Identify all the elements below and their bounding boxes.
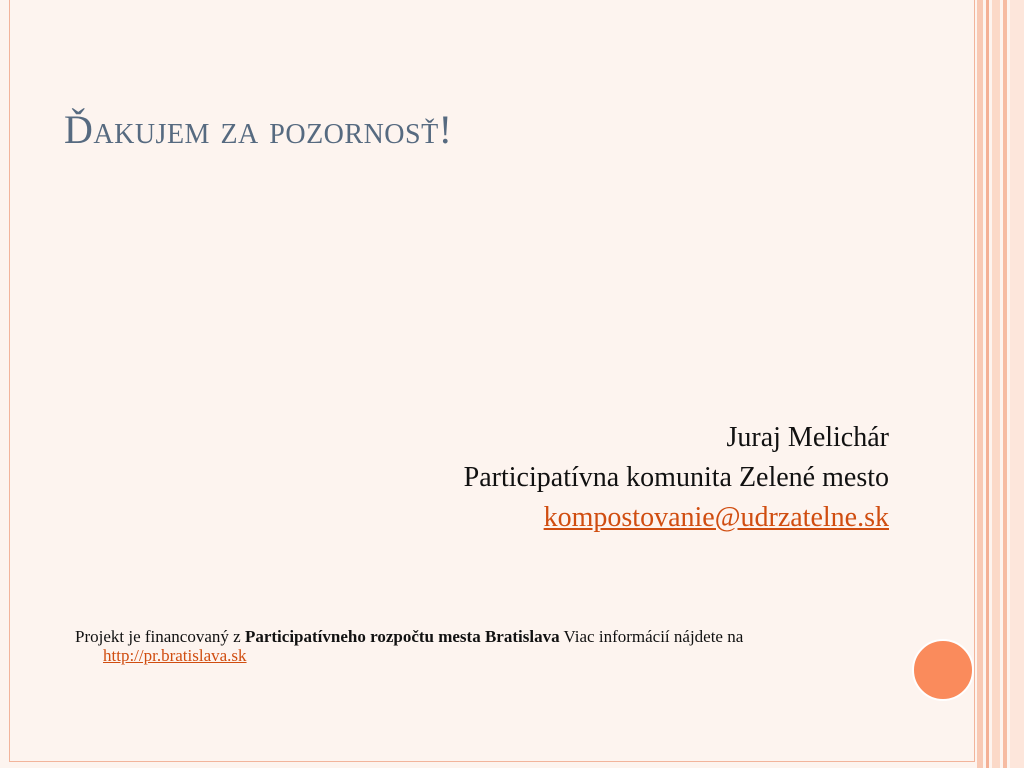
decorative-stripe: [992, 0, 1000, 768]
funding-note: [75, 627, 863, 665]
author-organization: Participatívna komunita Zelené mesto: [463, 462, 889, 493]
funding-website-link[interactable]: http://pr.bratislava.sk: [103, 646, 247, 665]
decorative-circle: [912, 639, 974, 701]
decorative-stripe: [1003, 0, 1007, 768]
decorative-stripe: [977, 0, 983, 768]
author-block: [464, 418, 889, 538]
author-name: Juraj Melichár: [726, 422, 889, 453]
funding-note-program: Participatívneho rozpočtu mesta Bratislava: [244, 627, 560, 646]
author-email-link[interactable]: kompostovanie@udrzatelne.sk: [543, 502, 889, 533]
decorative-stripe: [986, 0, 989, 768]
funding-note-prefix: Projekt je financovaný z: [75, 627, 245, 646]
funding-note-middle: Viac informácií nájdete na: [559, 627, 744, 646]
decorative-stripe: [1010, 0, 1024, 768]
slide-title: Ďakujem za pozornosť!: [64, 107, 453, 152]
